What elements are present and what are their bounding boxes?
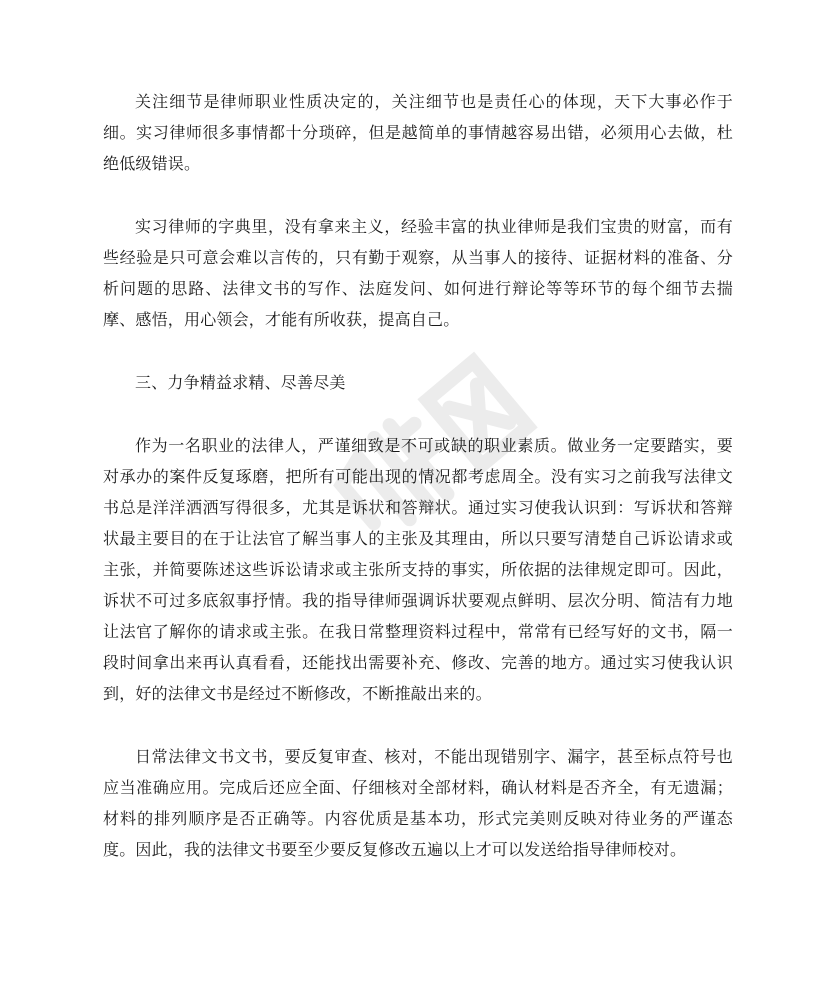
paragraph-legal-professional: 作为一名职业的法律人，严谨细致是不可或缺的职业素质。做业务一定要踏实，要对承办的案件反复琢磨，把所有可能出现的情况都考虑周全。没有实习之前我写法律文书总是洋洋洒洒写得很多，尤其是诉状和答辩状。通过实习使我认识到：写诉状和答辩状最主要目的在于让法官了解当事人的主张及其理由，所以只要写清楚自己诉讼请求或主张，并简要陈述这些诉讼请求或主张所支持的事实，所依据的法律规定即可。因此，诉状不可过多底叙事抒情。我的指导律师强调诉状要观点鲜明、层次分明、简洁有力地让法官了解你的请求或主张。在我日常整理资料过程中，常常有已经写好的文书，隔一段时间拿出来再认真看看，还能找出需要补充、修改、完善的地方。通过实习使我认识到，好的法律文书是经过不断修改，不断推敲出来的。 xyxy=(103,436,733,703)
paragraph-trainee-dictionary: 实习律师的字典里，没有拿来主义，经验丰富的执业律师是我们宝贵的财富，而有些经验是只可意会难以言传的，只有勤于观察，从当事人的接待、证据材料的准备、分析问题的思路、法律文书的写作、法庭发问、如何进行辩论等等环节的每个细节去揣摩、感悟，用心领会，才能有所收获，提高自己。 xyxy=(103,217,733,329)
section-heading: 三、力争精益求精、尽善尽美 xyxy=(135,373,346,392)
paragraph-attention-to-detail: 关注细节是律师职业性质决定的，关注细节也是责任心的体现，天下大事必作于细。实习律师很多事情都十分琐碎，但是越简单的事情越容易出错，必须用心去做，杜绝低级错误。 xyxy=(103,92,733,173)
paragraph-daily-documents: 日常法律文书文书，要反复审查、核对，不能出现错别字、漏字，甚至标点符号也应当准确应用。完成后还应全面、仔细核对全部材料，确认材料是否齐全，有无遗漏；材料的排列顺序是否正确等。内容优质是基本功，形式完美则反映对待业务的严谨态度。因此，我的法律文书要至少要反复修改五遍以上才可以发送给指导律师校对。 xyxy=(103,747,733,859)
document-body xyxy=(103,86,733,865)
